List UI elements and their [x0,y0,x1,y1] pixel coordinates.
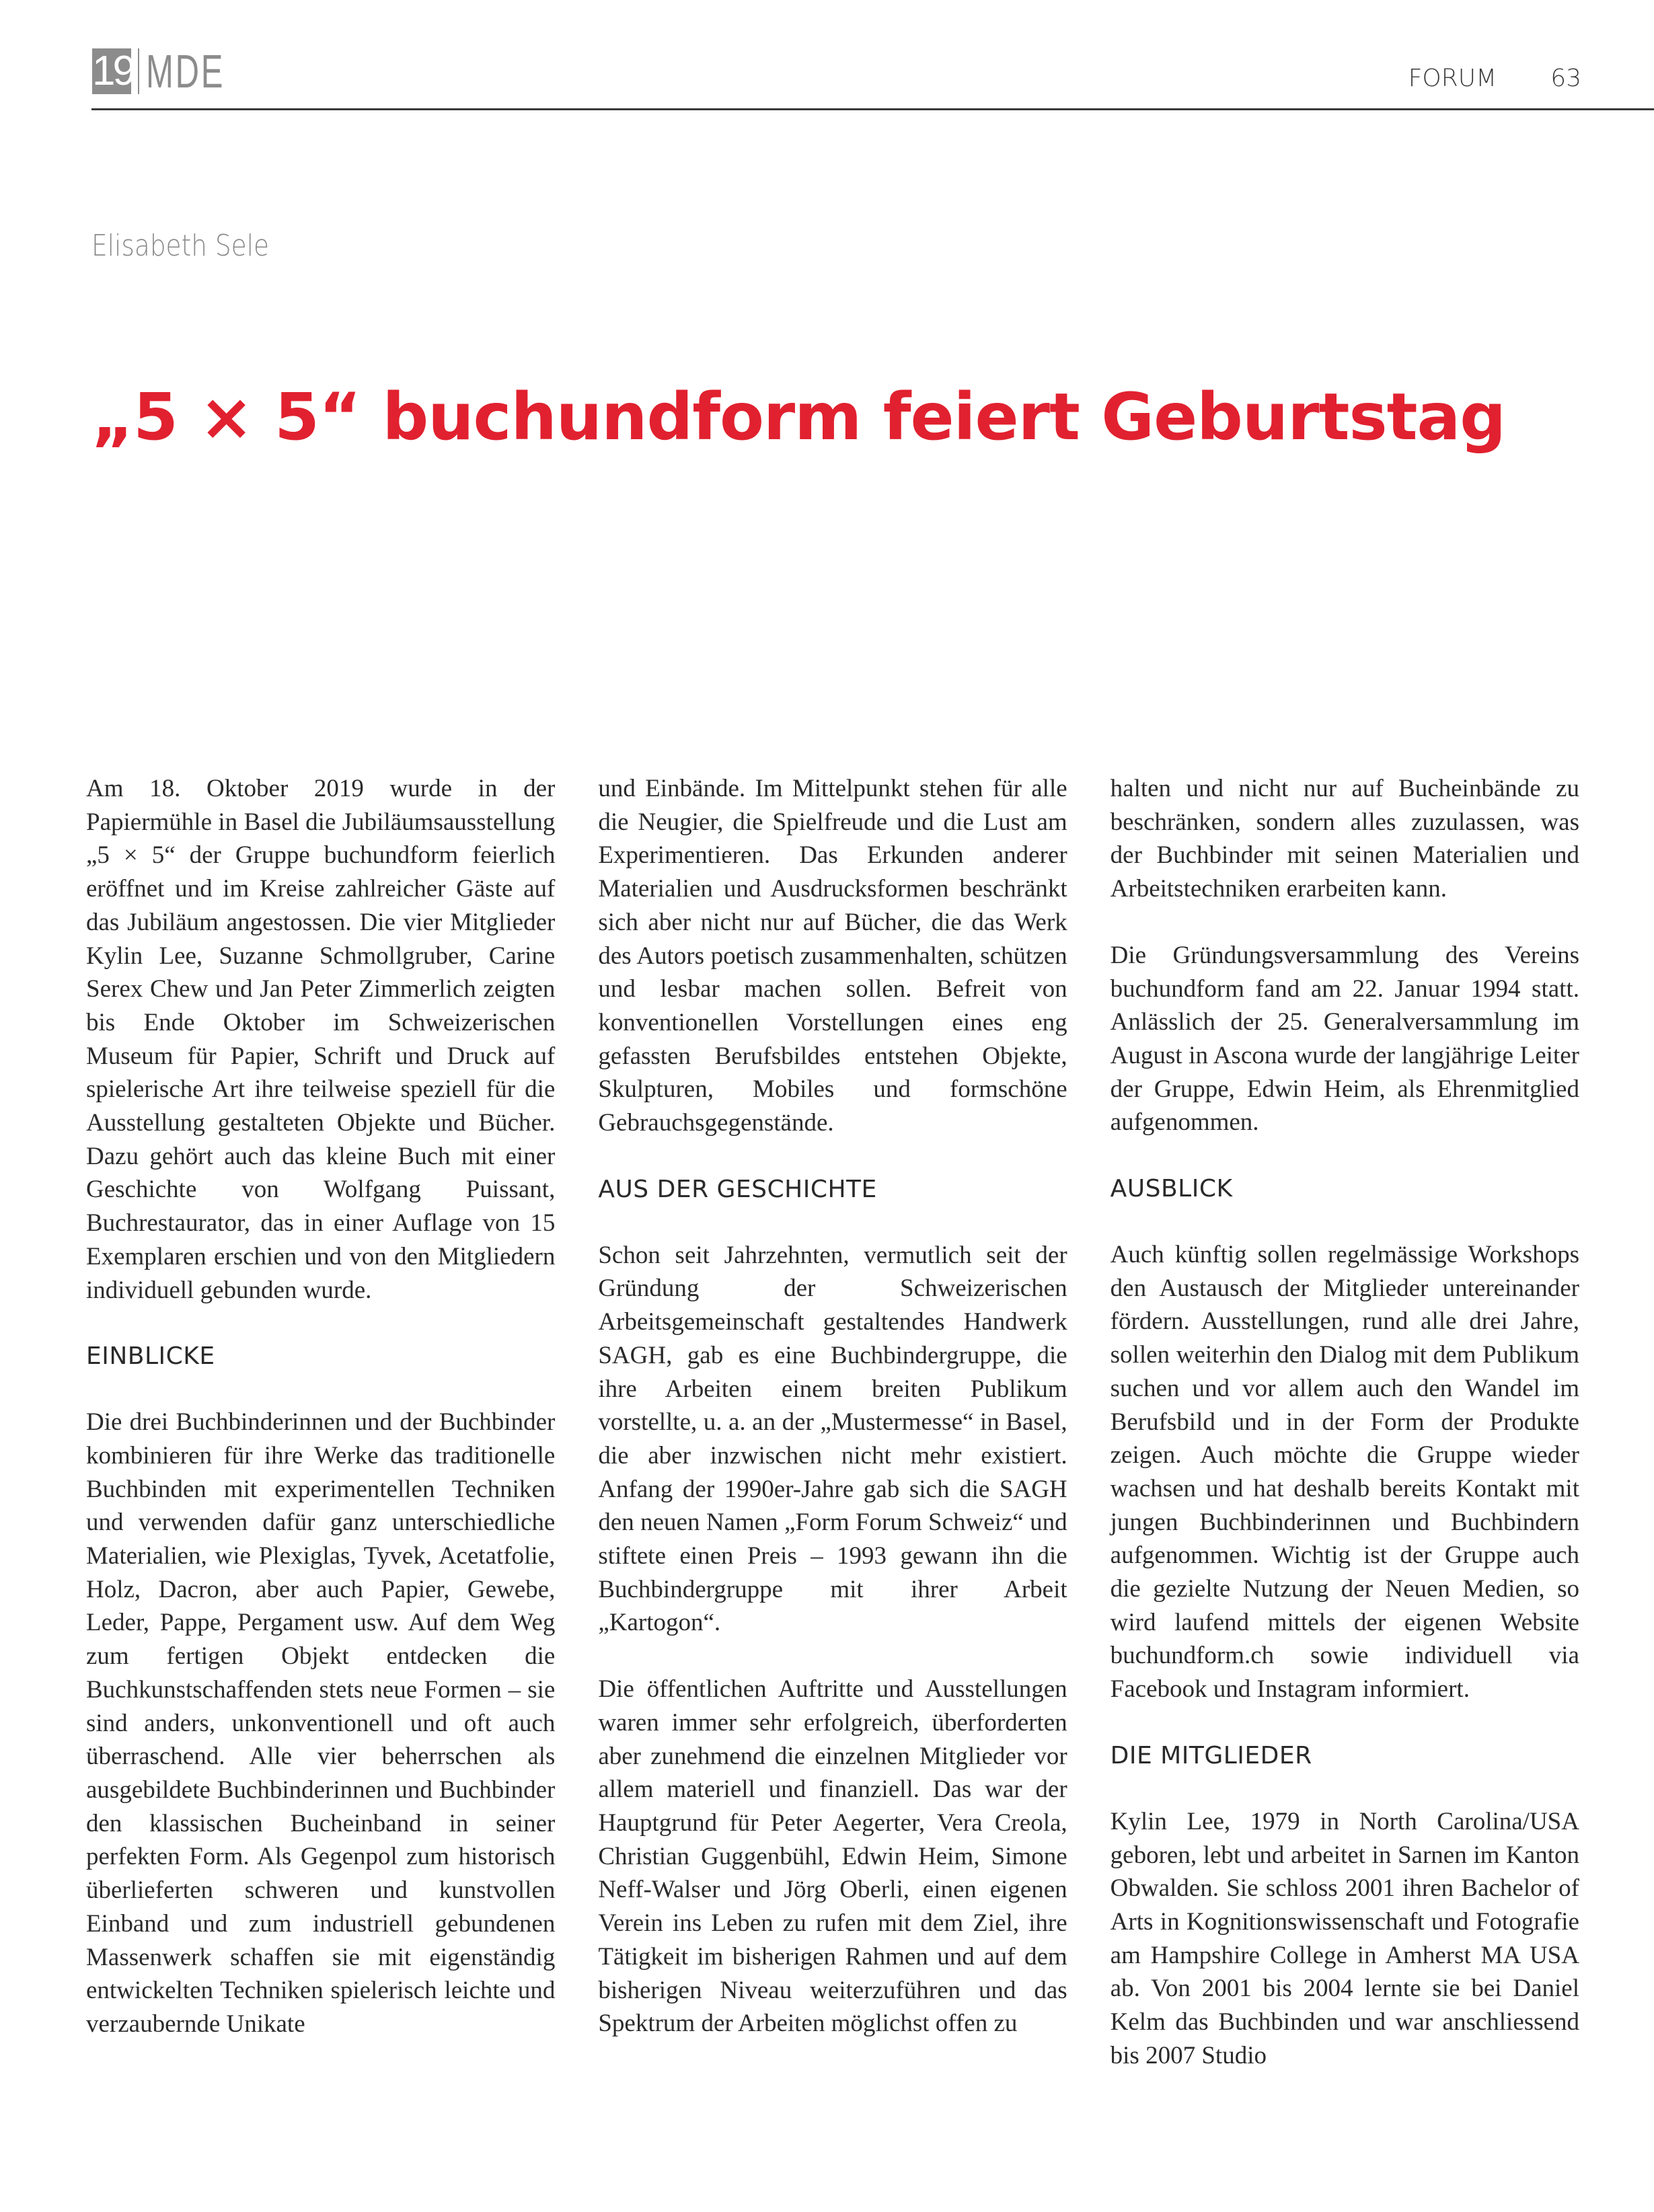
logo-text: MDE [146,45,225,98]
paragraph: und Einbände. Im Mittelpunkt stehen für alle die Neugier, die Spielfreude und die Lust am Experimentieren. Das Erkunden anderer Materialien und Ausdrucksformen beschränkt sich aber nicht nur auf Bücher, die das Werk des Autors poetisch zusammenhalten, schützen und lesbar machen sollen. Befreit von konventionellen Vorstellungen eines eng gefassten Berufsbildes entstehen Objekte, Skulpturen, Mobiles und formschöne Gebrauchsgegenstände. [598,775,1067,1137]
logo-year-box: 19 [92,48,133,94]
column-2 [598,772,1067,2073]
header-rule [91,108,1654,110]
article-body [86,772,1579,2073]
section-label: FORUM [1408,65,1497,92]
logo-divider [138,48,139,94]
paragraph: Kylin Lee, 1979 in North Carolina/USA geboren, lebt und arbeitet in Sarnen im Kanton Obwalden. Sie schloss 2001 ihren Bachelor of Arts in Kognitionswissenschaft und Fotografie am Hampshire College in Amherst MA USA ab. Von 2001 bis 2004 lernte sie bei Daniel Kelm das Buchbinden und war anschliessend bis 2007 Studio [1110,1807,1579,2069]
running-header [1408,65,1581,92]
paragraph: halten und nicht nur auf Bucheinbände zu beschränken, sondern alles zuzulassen, was der Buchbinder mit seinen Materialien und Arbeitstechniken erarbeiten kann. [1110,775,1579,903]
page-number: 63 [1550,65,1581,92]
section-heading: AUSBLICK [1110,1175,1233,1203]
section-heading: DIE MITGLIEDER [1110,1741,1312,1769]
paragraph: Schon seit Jahrzehnten, vermutlich seit der Gründung der Schweizerischen Arbeitsgemeinschaft gestaltendes Handwerk SAGH, gab es eine Buchbindergruppe, die ihre Arbeiten einem breiten Publikum vorstellte, u. a. an der „Mustermesse“ in Basel, die aber inzwischen nicht mehr existiert. Anfang der 1990er-Jahre gab sich die SAGH den neuen Namen „Form Forum Schweiz“ und stiftete einen Preis – 1993 gewann ihn die Buchbindergruppe mit ihrer Arbeit „Kartogon“. [598,1241,1067,1637]
section-heading: EINBLICKE [86,1342,215,1371]
section-heading: AUS DER GESCHICHTE [598,1175,877,1203]
paragraph: Auch künftig sollen regelmässige Workshops den Austausch der Mitglieder untereinander fördern. Ausstellungen, rund alle drei Jahre, sollen weiterhin den Dialog mit dem Publikum suchen und vor allem auch den Wandel im Berufsbild und in der Form der Produkte zeigen. Auch möchte die Gruppe wieder wachsen und hat deshalb bereits Kontakt mit jungen Buchbinderinnen und Buchbindern aufgenommen. Wichtig ist der Gruppe auch die gezielte Nutzung der Neuen Medien, so wird laufend mittels der eigenen Website buchundform.ch sowie individuell via Facebook und Instagram informiert. [1110,1241,1579,1704]
paragraph: Die Gründungsversammlung des Vereins buchundform fand am 22. Januar 1994 statt. Anlässlich der 25. Generalversammlung im August in Ascona wurde der langjährige Leiter der Gruppe, Edwin Heim, als Ehrenmitglied aufgenommen. [1110,941,1579,1137]
paragraph: Am 18. Oktober 2019 wurde in der Papiermühle in Basel die Jubiläumsausstellung „5 × 5“ der Gruppe buchundform feierlich eröffnet und im Kreise zahlreicher Gäste auf das Jubiläum angestossen. Die vier Mitglieder Kylin Lee, Suzanne Schmollgruber, Carine Serex Chew und Jan Peter Zimmerlich zeigten bis Ende Oktober im Schweizerischen Museum für Papier, Schrift und Druck auf spielerische Art ihre teilweise speziell für die Ausstellung gestalteten Objekte und Bücher. Dazu gehört auch das kleine Buch mit einer Geschichte von Wolfgang Puissant, Buchrestaurator, das in einer Auflage von 15 Exemplaren erschien und von den Mitgliedern individuell gebunden wurde. [86,775,556,1304]
article-title: „5 × 5“ buchundform feiert Geburtstag [91,379,1505,455]
magazine-logo [92,45,259,98]
column-3 [1111,772,1579,2073]
column-1 [86,772,555,2073]
paragraph: Die öffentlichen Auftritte und Ausstellungen waren immer sehr erfolgreich, überforderten aber zunehmend die einzelnen Mitglieder vor allem materiell und finanziell. Das war der Hauptgrund für Peter Aegerter, Vera Creola, Christian Guggenbühl, Edwin Heim, Simone Neff-Walser und Jörg Oberli, einen eigenen Verein ins Leben zu rufen mit dem Ziel, ihre Tätigkeit im bisherigen Rahmen und auf dem bisherigen Niveau weiterzuführen und das Spektrum der Arbeiten möglichst offen zu [598,1675,1067,2038]
article-author: Elisabeth Sele [91,229,269,263]
paragraph: Die drei Buchbinderinnen und der Buchbinder kombinieren für ihre Werke das traditionelle Buchbinden mit experimentellen Techniken und verwenden dafür ganz unterschiedliche Materialien, wie Plexiglas, Tyvek, Acetatfolie, Holz, Dacron, aber auch Papier, Gewebe, Leder, Pappe, Pergament usw. Auf dem Weg zum fertigen Objekt entdecken die Buchkunstschaffenden stets neue Formen – sie sind anders, unkonventionell und oft auch überraschend. Alle vier beherrschen als ausgebildete Buchbinderinnen und Buchbinder den klassischen Bucheinband in seiner perfekten Form. Als Gegenpol zum historisch überlieferten schweren und kunstvollen Einband und zum industriell gebundenen Massenwerk schaffen sie mit eigenständig entwickelten Techniken spielerisch leichte und verzaubernde Unikate [86,1408,556,2038]
